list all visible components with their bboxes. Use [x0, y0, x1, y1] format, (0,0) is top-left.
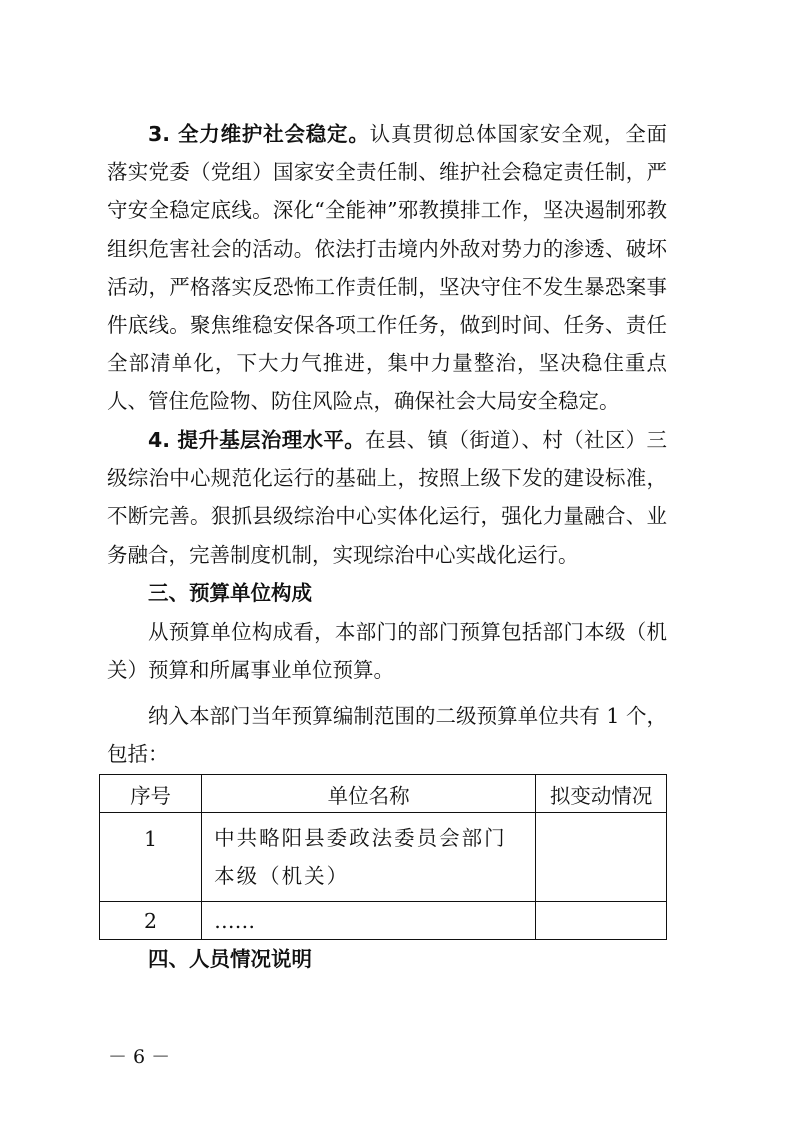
- table-row: [100, 813, 667, 902]
- section-heading-personnel: 四、人员情况说明: [148, 947, 312, 971]
- table-row: [100, 902, 667, 940]
- budget-units-table: [99, 774, 667, 940]
- table-cell-number: 1: [100, 813, 202, 902]
- table-cell-change: [536, 902, 667, 940]
- table-cell-unit-name: 中共略阳县委政法委员会部门本级（机关）: [202, 813, 536, 902]
- page-number: － 6 －: [108, 1046, 171, 1068]
- paragraph-secondary-units: 纳入本部门当年预算编制范围的二级预算单位共有 1 个，包括：: [107, 704, 667, 767]
- paragraph-maintain-stability: [107, 115, 667, 421]
- table-cell-change: [536, 813, 667, 902]
- section-heading-budget-units: 三、预算单位构成: [148, 581, 312, 605]
- paragraph-grassroots-governance: [107, 421, 667, 574]
- table-cell-number: 2: [100, 902, 202, 940]
- paragraph-body: 认真贯彻总体国家安全观，全面落实党委（党组）国家安全责任制、维护社会稳定责任制，严守安全稳定底线。深化“全能神”邪教摸排工作，坚决遏制邪教组织危害社会的活动。依法打击境内外敌对势力的渗透、破坏活动，严格落实反恐怖工作责任制，坚决守住不发生暴恐案事件底线。聚焦维稳安保各项工作任务，做到时间、任务、责任全部清单化，下大力气推进，集中力量整治，坚决稳住重点人、管住危险物、防住风险点，确保社会大局安全稳定。: [107, 122, 667, 414]
- table-header-row: [100, 775, 667, 813]
- table-header-cell: 拟变动情况: [536, 775, 667, 813]
- paragraph-body: 在县、镇（街道）、村（社区）三级综治中心规范化运行的基础上，按照上级下发的建设标准，不断完善。狠抓县级综治中心实体化运行，强化力量融合、业务融合，完善制度机制，实现综治中心实战化运行。: [107, 428, 667, 567]
- table-cell-unit-name: ……: [202, 902, 536, 940]
- paragraph-lead: 3. 全力维护社会稳定。: [148, 122, 370, 146]
- table-header-cell: 序号: [100, 775, 202, 813]
- paragraph-budget-composition: 从预算单位构成看，本部门的部门预算包括部门本级（机关）预算和所属事业单位预算。: [107, 620, 667, 683]
- table-header-cell: 单位名称: [202, 775, 536, 813]
- paragraph-lead: 4. 提升基层治理水平。: [148, 428, 366, 452]
